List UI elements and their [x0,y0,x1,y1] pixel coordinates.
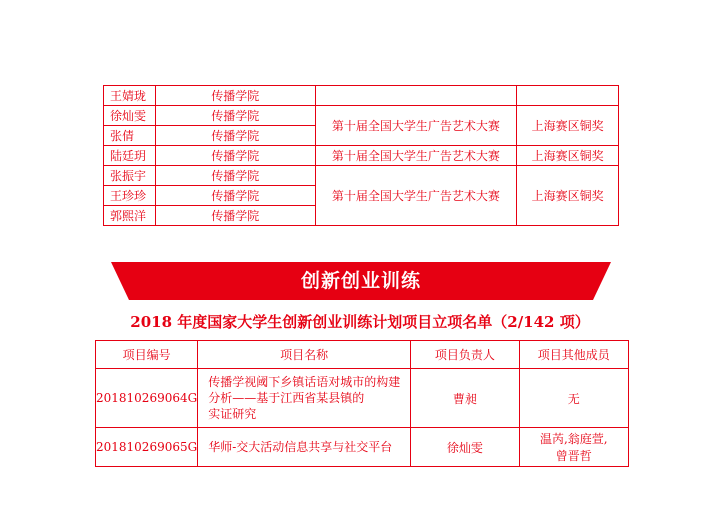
header-project-id: 项目编号 [96,341,198,369]
award-cell: 上海赛区铜奖 [517,106,619,146]
header-leader: 项目负责人 [411,341,519,369]
student-name: 张振宇 [104,166,156,186]
banner-title: 创新创业训练 [300,270,421,292]
student-name: 王婧珑 [104,86,156,106]
award-cell: 上海赛区铜奖 [517,146,619,166]
table-row [104,86,619,106]
student-name: 徐灿雯 [104,106,156,126]
header-members: 项目其他成员 [519,341,628,369]
section-banner [111,262,611,300]
college-cell: 传播学院 [155,166,315,186]
awards-table [103,85,619,226]
table-row [96,369,629,428]
college-cell: 传播学院 [155,146,315,166]
table-row [104,146,619,166]
project-id: 201810269065G [96,428,198,467]
college-cell: 传播学院 [155,186,315,206]
member-line: 无 [567,391,580,406]
competition-cell: 第十届全国大学生广告艺术大赛 [315,146,517,166]
college-cell: 传播学院 [155,86,315,106]
competition-cell: 第十届全国大学生广告艺术大赛 [315,166,517,226]
empty-cell [315,86,517,106]
project-name-line: 华师-交大活动信息共享与社交平台 [208,440,393,454]
project-name-line: 实证研究 [208,407,257,421]
table-row [96,428,629,467]
project-id: 201810269064G [96,369,198,428]
page-subtitle: 2018 年度国家大学生创新创业训练计划项目立项名单（2/142 项） [130,313,590,331]
student-name: 王珍珍 [104,186,156,206]
project-name-line: 传播学视阈下乡镇话语对城市的构建 [208,375,401,389]
header-row [96,341,629,369]
header-project-name: 项目名称 [198,341,411,369]
college-cell: 传播学院 [155,206,315,226]
member-line: 温芮,翁庭萱, [539,432,608,446]
project-members [519,428,628,467]
student-name: 张倩 [104,126,156,146]
table-row [104,166,619,186]
project-name-line: 分析——基于江西省某县镇的 [208,391,365,405]
college-cell: 传播学院 [155,126,315,146]
project-leader: 曹昶 [411,369,519,428]
project-leader: 徐灿雯 [411,428,519,467]
competition-cell: 第十届全国大学生广告艺术大赛 [315,106,517,146]
projects-table [95,340,629,467]
member-line: 曾晋哲 [555,449,592,463]
college-cell: 传播学院 [155,106,315,126]
student-name: 陆廷玥 [104,146,156,166]
award-cell: 上海赛区铜奖 [517,166,619,226]
student-name: 郭熙洋 [104,206,156,226]
project-name [198,428,411,467]
empty-cell [517,86,619,106]
table-row [104,106,619,126]
project-members [519,369,628,428]
project-name [198,369,411,428]
